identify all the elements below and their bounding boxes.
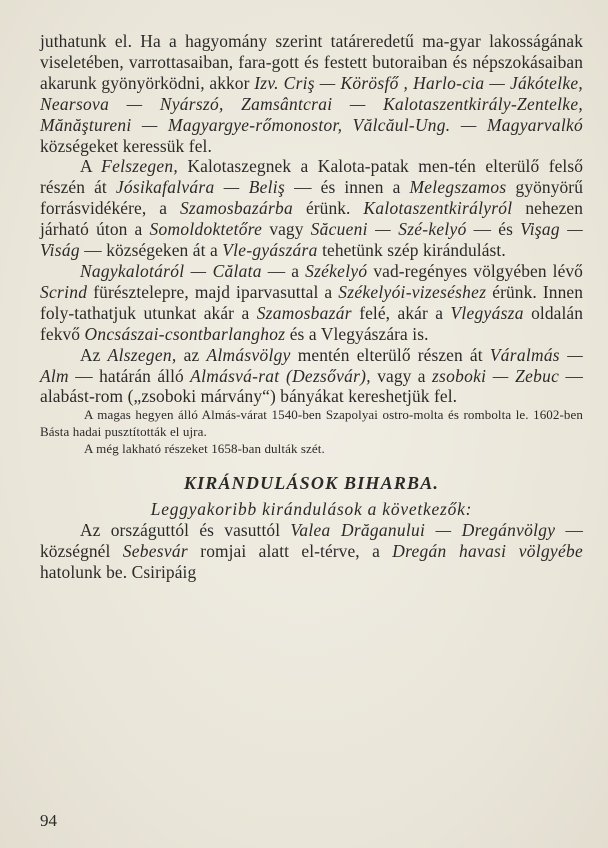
paragraph-felszeg bbox=[40, 156, 583, 261]
place-name: Vişag — Viság bbox=[40, 219, 583, 261]
text-span: — és innen a bbox=[285, 177, 410, 198]
text-span: mentén elterülő részen át bbox=[290, 344, 490, 365]
section-title: KIRÁNDULÁSOK BIHARBA. bbox=[183, 473, 440, 494]
place-name: Melegszamos bbox=[409, 177, 507, 198]
text-span: — a bbox=[261, 260, 306, 281]
text-span: — községeken át a bbox=[79, 240, 223, 261]
text-span: juthatunk el. Ha a hagyomány szerint tatáreredetű ma-gyar lakosságának viseletében, varrottasaiban, fara-gott és festett butoraiban és népszokásaiban akarunk gyönyörködni, akkor bbox=[40, 31, 583, 93]
footnote-line-1: A magas hegyen álló Almás-várat 1540-ben Szapolyai ostro-molta és rombolta le. 1602-ben Básta hadai pusztították el ujra. bbox=[40, 407, 583, 439]
text-span: felé, akár a bbox=[351, 302, 451, 323]
paragraph-kalotaszeg-villages bbox=[40, 31, 583, 156]
text-span: tehetünk szép kirándulást. bbox=[317, 240, 506, 261]
place-name: Vlegyásza bbox=[450, 302, 524, 323]
place-name: Székelyó bbox=[305, 260, 368, 281]
text-span: Az országuttól és vasuttól bbox=[80, 519, 291, 540]
place-name: Somoldoktetőre bbox=[149, 219, 263, 240]
section-subtitle bbox=[40, 499, 583, 520]
body-text bbox=[40, 31, 583, 583]
place-name: Szamosbazár bbox=[256, 302, 352, 323]
place-name: Alszegen, bbox=[107, 344, 177, 365]
place-name: Valea Drăganului — Dregánvölgy bbox=[290, 519, 556, 540]
place-name: Dregán havasi völgyébe bbox=[392, 540, 583, 561]
text-span: fürésztelepre, majd iparvasuttal a bbox=[87, 281, 339, 302]
text-span: vad-regényes völgyében lévő bbox=[367, 260, 583, 281]
text-span: vagy a bbox=[370, 365, 432, 386]
text-span: — alabást-rom („zsoboki márvány“) bányákat kereshetjük fel. bbox=[40, 365, 583, 407]
place-name: Kalotaszentkirályról bbox=[363, 198, 513, 219]
place-name: Almásvölgy bbox=[206, 344, 291, 365]
place-name: zsoboki — Zebuc bbox=[431, 365, 560, 386]
text-span: Az bbox=[80, 344, 108, 365]
place-name: Scrind bbox=[40, 281, 88, 302]
paragraph-dregan bbox=[40, 520, 583, 583]
place-name: Sebesvár bbox=[122, 540, 188, 561]
footnote-line-2: A még lakható részeket 1658-ban dulták szét. bbox=[84, 440, 325, 456]
text-span: az bbox=[176, 344, 207, 365]
text-span: — községnél bbox=[40, 519, 583, 561]
place-name: Felszegen, bbox=[101, 156, 179, 177]
text-span: községeket keressük fel. bbox=[40, 135, 212, 156]
place-name: Săcueni — Szé-kelyó bbox=[310, 219, 467, 240]
village-names: Izv. Criş — Körösfő , Harlo-cia — Jákótelke, Nearsova — Nyárszó, Zamsântcrai — Kalotaszentkirály-Zentelke, Mănăştureni — Magyargye-rőmonostor, Vălcăul-Ung. — Magyarvalkó bbox=[40, 72, 584, 135]
place-name: Váralmás — Alm bbox=[40, 344, 583, 386]
text-span: romjai alatt el-térve, a bbox=[187, 540, 393, 561]
text-span: gyönyörű forrásvidékére, a bbox=[40, 177, 583, 219]
paragraph-alszeg bbox=[40, 345, 583, 408]
text-span: — és bbox=[466, 219, 521, 240]
text-span: Kalotaszegnek a Kalota-patak men-tén elterülő felső részén át bbox=[40, 156, 583, 198]
place-name: Székelyói-vizeséshez bbox=[338, 281, 487, 302]
text-span: érünk. bbox=[293, 198, 364, 219]
text-span: nehezen járható úton a bbox=[40, 198, 584, 240]
text-span: hatolunk be. Csiripáig bbox=[40, 561, 197, 582]
text-span: — határán álló bbox=[68, 365, 191, 386]
paragraph-nagykalota bbox=[40, 261, 583, 345]
text-span: vagy bbox=[262, 219, 311, 240]
text-span: és a Vlegyászára is. bbox=[285, 323, 429, 344]
place-name: Jósikafalvára — Beliş bbox=[115, 177, 286, 198]
place-name: Nagykalotáról — Călata bbox=[80, 260, 262, 281]
place-name: Oncsászai-csontbarlanghoz bbox=[84, 323, 286, 344]
place-name: Vle-gyászára bbox=[222, 240, 318, 261]
place-name: Szamosbazárba bbox=[179, 198, 294, 219]
page-number: 94 bbox=[40, 811, 57, 830]
text-span: A bbox=[80, 156, 102, 177]
place-name: Almásvá-rat (Dezsővár), bbox=[190, 365, 371, 386]
text-span: oldalán fekvő bbox=[40, 302, 583, 344]
subtitle-text: Leggyakoribb kirándulások a következők: bbox=[150, 499, 473, 519]
text-span: érünk. Innen foly-tathatjuk utunkat akár a bbox=[40, 281, 583, 323]
